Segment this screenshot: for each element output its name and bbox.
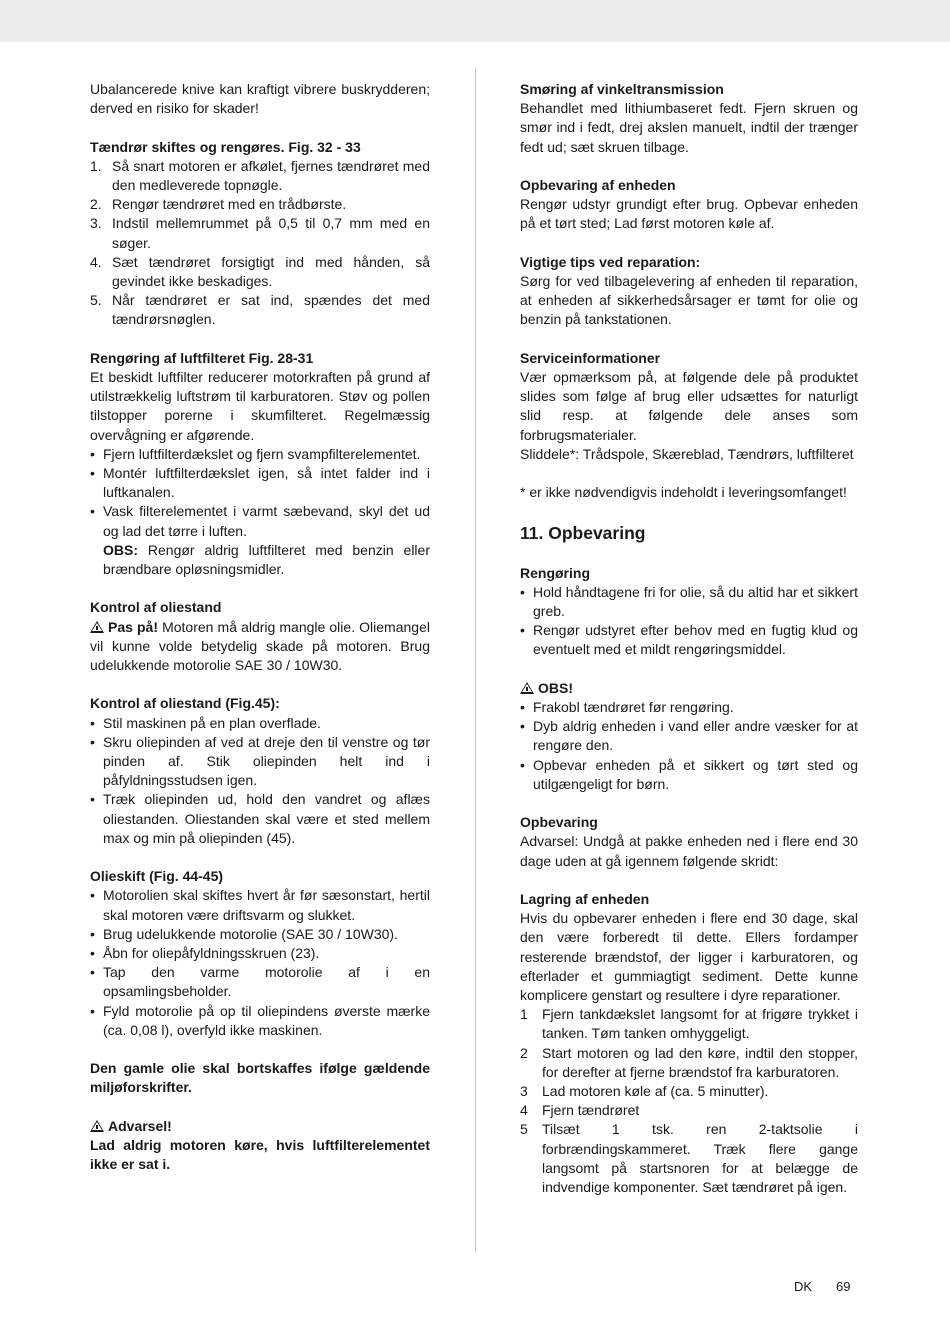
disposal-note: Den gamle olie skal bortskaffes ifølge gældende miljøforskrifter. [90, 1060, 430, 1096]
intro-paragraph: Ubalancerede knive kan kraftigt vibrere buskrydderen; derved en risiko for skader! [90, 81, 430, 117]
oil-check-bullets [90, 714, 430, 848]
list-item: • Dyb aldrig enheden i vand eller andre væsker for at rengøre den. [520, 717, 858, 755]
service-info-heading: Serviceinformationer [520, 349, 661, 366]
list-item [520, 1120, 858, 1197]
service-info-text: Vær opmærksom på, at følgende dele på produktet slides som følge af brug eller udsættes for naturligt slid resp. at følgende dele anses som forbrugsmaterialer. [520, 369, 858, 443]
list-item: • Motorolien skal skiftes hvert år før sæsonstart, hertil skal motoren være driftsvarm og slukket. [90, 886, 430, 924]
repair-tips-text: Sørg for ved tilbagelevering af enheden til reparation, at enheden af sikkerhedsårsager er tømt for olie og benzin på tankstationen. [520, 273, 858, 328]
step-number: 1. [90, 157, 102, 174]
list-item: • Rengør udstyret efter behov med en fugtig klud og eventuelt med et mildt rengøringsmiddel. [520, 621, 858, 659]
spark-plug-steps [90, 157, 430, 330]
list-item [520, 1044, 858, 1082]
store-unit-section [520, 890, 858, 1197]
gear-lube-section [520, 80, 858, 157]
step-number: 4. [90, 253, 102, 270]
list-item [90, 253, 430, 291]
cleaning-bullets [520, 583, 858, 660]
oil-change-heading: Olieskift (Fig. 44-45) [90, 868, 224, 885]
step-number: 5. [90, 292, 102, 309]
final-warning-heading [90, 1117, 430, 1136]
air-filter-bullets [90, 445, 430, 541]
list-item: • Skru oliepinden af ved at dreje den til venstre og tør pinden af. Stik oliepinden helt ind i påfyldningsstudsen igen. [90, 733, 430, 791]
spark-plug-section [90, 138, 430, 330]
list-item: • Frakobl tændrøret før rengøring. [520, 698, 858, 717]
final-warning-label: Advarsel! [108, 1117, 172, 1134]
air-filter-note [90, 541, 430, 579]
warning-triangle-icon [520, 682, 534, 694]
step-number: 2. [90, 196, 102, 213]
oil-check-fig-section [90, 694, 430, 848]
air-filter-section [90, 349, 430, 579]
oil-check-heading: Kontrol af oliestand [90, 599, 222, 616]
step-text: Når tændrøret er sat ind, spændes det med tændrørsnøglen. [112, 292, 430, 328]
footer-language: DK [794, 1279, 813, 1294]
note-label: OBS: [103, 541, 138, 558]
oil-check-section [90, 598, 430, 675]
store-unit-text: Hvis du opbevarer enheden i flere end 30 dage, skal den være forberedt til dette. Ellers fordamper resterende brændstof, der ligger i karburatoren, og efterlader et gummiagtigt sediment. Dette kunne komplicere genstart og resultere i dyre reparationer. [520, 910, 858, 1004]
step-text: Rengør tændrøret med en trådbørste. [112, 196, 347, 213]
obs-section [520, 679, 858, 794]
storage-section [520, 813, 858, 871]
obs-bullets [520, 698, 858, 794]
step-number: 5 [520, 1121, 528, 1138]
list-item: • Brug udelukkende motorolie (SAE 30 / 10W30). [90, 925, 430, 944]
list-item: • Træk oliepinden ud, hold den vandret og aflæs oliestanden. Oliestanden skal være et sted mellem max og min på oliepinden (45). [90, 790, 430, 848]
obs-heading [520, 679, 858, 698]
list-item: • Åbn for oliepåfyldningsskruen (23). [90, 944, 430, 963]
gear-lube-heading: Smøring af vinkeltransmission [520, 81, 724, 97]
list-item: • Fjern luftfilterdækslet og fjern svampfilterelementet. [90, 445, 430, 464]
spark-plug-heading: Tændrør skiftes og rengøres. Fig. 32 - 33 [90, 138, 361, 155]
list-item: • Vask filterelementet i varmt sæbevand, skyl det ud og lad det tørre i luften. [90, 502, 430, 540]
service-info-section [520, 349, 858, 464]
step-number: 3. [90, 215, 102, 232]
step-text: Fjern tankdækslet langsomt for at frigøre trykket i tanken. Tøm tanken omhyggeligt. [542, 1006, 858, 1042]
list-item: • Hold håndtagene fri for olie, så du altid har et sikkert greb. [520, 583, 858, 621]
list-item: • Opbevar enheden på et sikkert og tørt sted og utilgængeligt for børn. [520, 756, 858, 794]
obs-label: OBS! [538, 679, 573, 696]
final-warning-text: Lad aldrig motoren køre, hvis luftfilterelementet ikke er sat i. [90, 1137, 430, 1173]
cleaning-section [520, 564, 858, 660]
right-column [520, 80, 858, 1216]
list-item: • Fyld motorolie på op til oliepindens øverste mærke (ca. 0,08 l), overfyld ikke maskinen. [90, 1002, 430, 1040]
oil-change-bullets [90, 886, 430, 1040]
oil-check-warning [90, 618, 430, 676]
step-text: Fjern tændrøret [542, 1102, 640, 1119]
storage-unit-text: Rengør udstyr grundigt efter brug. Opbevar enheden på et tørt sted; Lad først motoren køle af. [520, 196, 858, 232]
store-unit-heading: Lagring af enheden [520, 891, 650, 907]
step-text: Lad motoren køle af (ca. 5 minutter). [542, 1083, 769, 1100]
list-item [520, 1005, 858, 1043]
list-item [90, 214, 430, 252]
warning-triangle-icon [90, 1120, 104, 1132]
list-item [520, 1101, 858, 1120]
step-text: Indstil mellemrummet på 0,5 til 0,7 mm med en søger. [112, 215, 430, 251]
warning-label: Pas på! [108, 618, 158, 635]
list-item: • Stil maskinen på en plan overflade. [90, 714, 430, 733]
left-column [90, 80, 430, 1194]
step-number: 4 [520, 1102, 528, 1119]
step-number: 1 [520, 1006, 528, 1023]
list-item: • Montér luftfilterdækslet igen, så intet falder ind i luftkanalen. [90, 464, 430, 502]
list-item [90, 157, 430, 195]
cleaning-heading: Rengøring [520, 564, 590, 581]
top-band [0, 0, 950, 42]
storage-unit-heading: Opbevaring af enheden [520, 177, 676, 193]
storage-text: Advarsel: Undgå at pakke enheden ned i flere end 30 dage uden at gå igennem følgende skridt: [520, 833, 858, 869]
step-text: Sæt tændrøret forsigtigt ind med hånden, så gevindet ikke beskadiges. [112, 253, 430, 290]
store-unit-steps [520, 1005, 858, 1197]
oil-change-section [90, 867, 430, 1040]
list-item [90, 291, 430, 329]
page-number: 69 [836, 1279, 851, 1294]
note-text: Rengør aldrig luftfilteret med benzin eller brændbare opløsningsmidler. [103, 541, 430, 578]
service-info-parts: Sliddele*: Trådspole, Skæreblad, Tændrørs, luftfilteret [520, 445, 854, 462]
oil-check-fig-heading: Kontrol af oliestand (Fig.45): [90, 695, 280, 712]
list-item [520, 1082, 858, 1101]
repair-tips-section [520, 253, 858, 330]
step-number: 3 [520, 1083, 528, 1100]
list-item: • Tap den varme motorolie af i en opsamlingsbeholder. [90, 963, 430, 1001]
step-text: Tilsæt 1 tsk. ren 2-taktsolie i forbrændingskammeret. Træk flere gange langsomt på startsnoren for at belægge de indvendige komponenter. Sæt tændrøret på igen. [542, 1121, 858, 1196]
repair-tips-heading: Vigtige tips ved reparation: [520, 253, 701, 270]
final-warning [90, 1117, 430, 1175]
list-item [90, 195, 430, 214]
air-filter-heading: Rengøring af luftfilteret Fig. 28-31 [90, 349, 314, 366]
gear-lube-text: Behandlet med lithiumbaseret fedt. Fjern skruen og smør ind i fedt, drej akslen manuelt, indtil der trænger fedt ud; sæt skruen tilbage. [520, 100, 858, 155]
step-text: Så snart motoren er afkølet, fjernes tændrøret med den medleverede topnøgle. [112, 157, 430, 193]
warning-text: Motoren må aldrig mangle olie. Oliemangel vil kunne volde betydelig skade på motoren. Brug udelukkende motorolie SAE 30 / 10W30. [90, 618, 430, 674]
warning-triangle-icon [90, 621, 104, 633]
storage-unit-section [520, 176, 858, 234]
air-filter-text: Et beskidt luftfilter reducerer motorkraften på grund af utilstrækkelig luftstrøm til karburatoren. Støv og pollen tilstopper porerne i skumfilteret. Regelmæssig overvågning er afgørende. [90, 369, 430, 443]
step-number: 2 [520, 1044, 528, 1061]
storage-heading: Opbevaring [520, 814, 598, 831]
footnote: * er ikke nødvendigvis indeholdt i leveringsomfanget! [520, 484, 847, 501]
section-title: 11. Opbevaring [520, 522, 646, 543]
step-text: Start motoren og lad den køre, indtil den stopper, for derefter at fjerne brændstof fra karburatoren. [542, 1044, 858, 1080]
column-divider [475, 68, 476, 1253]
